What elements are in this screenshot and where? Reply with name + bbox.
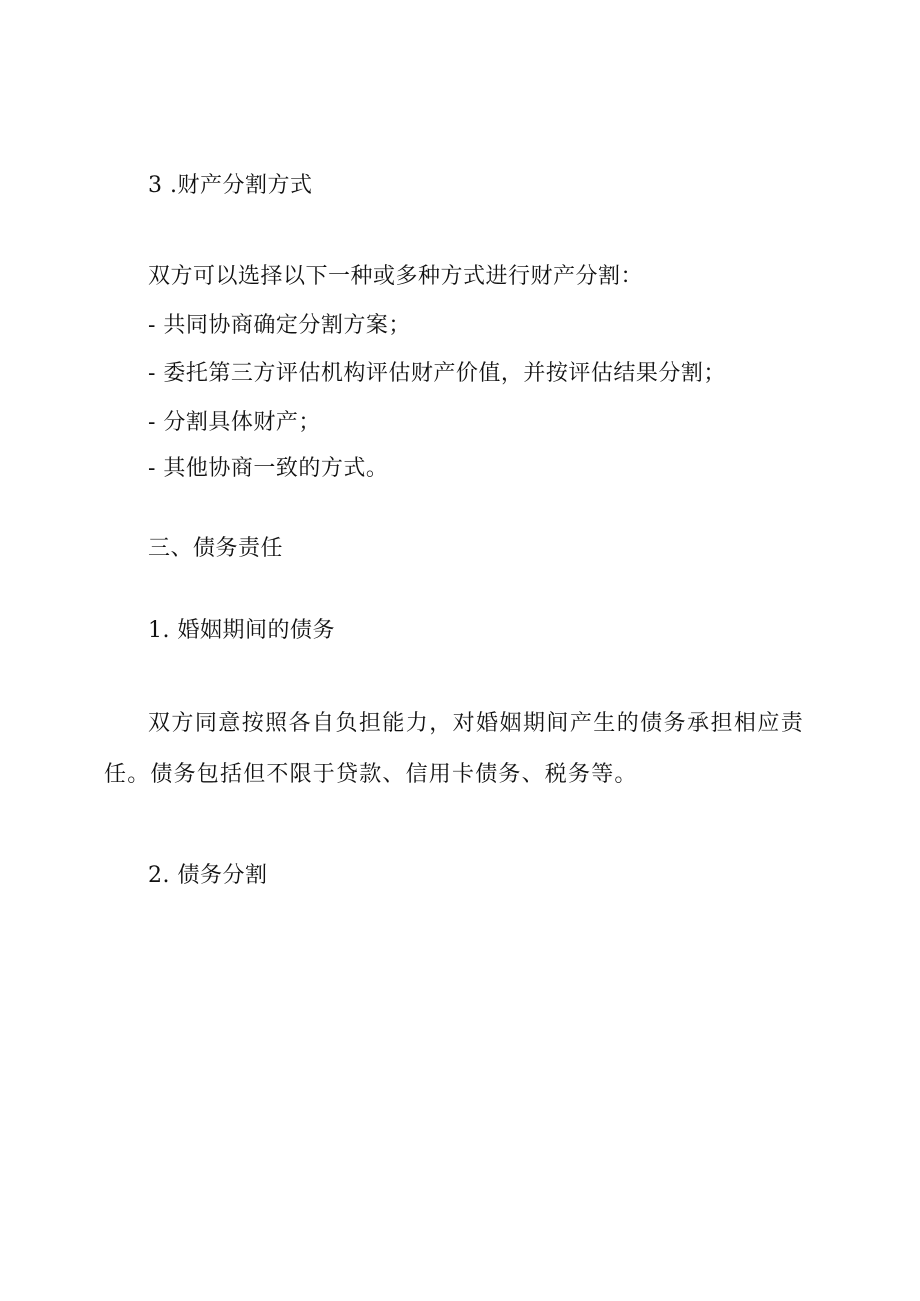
division-option-item: - 委托第三方评估机构评估财产价值，并按评估结果分割； (148, 361, 726, 386)
division-option-item: - 分割具体财产； (148, 410, 321, 435)
chapter-heading-debt-responsibility: 三、债务责任 (148, 536, 284, 561)
property-division-intro: 双方可以选择以下一种或多种方式进行财产分割： (148, 264, 644, 289)
division-option-item: - 其他协商一致的方式。 (148, 456, 389, 481)
marital-debt-paragraph: 双方同意按照各自负担能力，对婚姻期间产生的债务承担相应责任。债务包括但不限于贷款、信用卡债务、税务等。 (104, 711, 804, 787)
section-heading-property-division-method: 3 .财产分割方式 (148, 173, 313, 198)
subsection-heading-debt-division: 2. 债务分割 (148, 863, 268, 888)
division-option-item: - 共同协商确定分割方案； (148, 313, 411, 338)
subsection-heading-marital-debt: 1. 婚姻期间的债务 (148, 618, 335, 643)
